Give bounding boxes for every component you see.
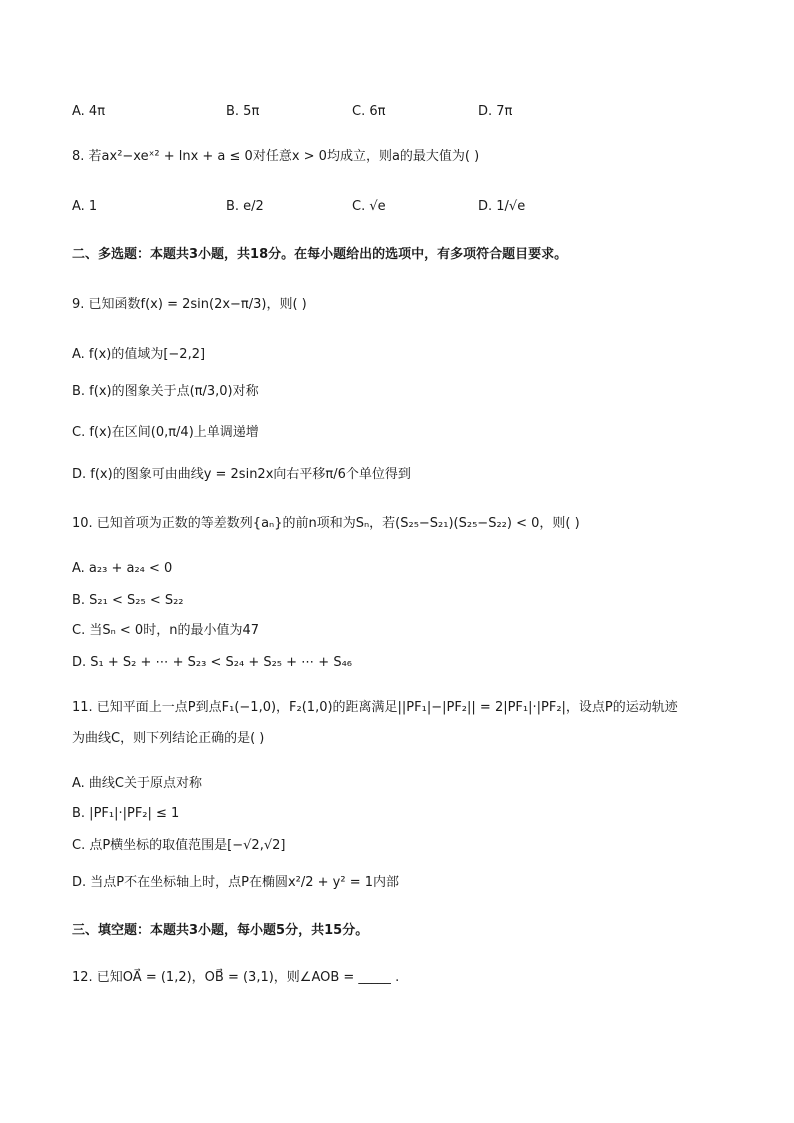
q8-stem: 8. 若ax²−xeˣ² + lnx + a ≤ 0对任意x > 0均成立，则a的最大值为( ) bbox=[72, 149, 480, 164]
section3-text: 本题共3小题，每小题5分，共15分。 bbox=[150, 923, 369, 938]
q9-option-b: B. f(x)的图象关于点(π/3,0)对称 bbox=[72, 384, 259, 399]
q7-options bbox=[72, 103, 732, 121]
q9-stem: 9. 已知函数f(x) = 2sin(2x−π/3)，则( ) bbox=[72, 297, 307, 312]
q11-option-d: D. 当点P不在坐标轴上时，点P在椭圆x²/2 + y² = 1内部 bbox=[72, 875, 399, 890]
section2-text: 本题共3小题，共18分。在每小题给出的选项中，有多项符合题目要求。 bbox=[150, 247, 568, 262]
q9-option-d: D. f(x)的图象可由曲线y = 2sin2x向右平移π/6个单位得到 bbox=[72, 467, 411, 482]
q10-stem: 10. 已知首项为正数的等差数列{aₙ}的前n项和为Sₙ，若(S₂₅−S₂₁)(S₂₅−S₂₂) < 0，则( ) bbox=[72, 516, 580, 531]
section2-label: 二、多选题： bbox=[72, 247, 151, 262]
q11-stem-line2: 为曲线C，则下列结论正确的是( ) bbox=[72, 731, 265, 746]
q7-option-d: D. 7π bbox=[478, 104, 513, 119]
section3-label: 三、填空题： bbox=[72, 923, 151, 938]
section2-heading bbox=[72, 246, 567, 264]
q7-option-c: C. 6π bbox=[352, 104, 386, 119]
q8-option-b: B. e/2 bbox=[226, 199, 264, 214]
q7-option-a: A. 4π bbox=[72, 104, 106, 119]
section3-heading bbox=[72, 922, 368, 940]
q11-stem-line1: 11. 已知平面上一点P到点F₁(−1,0)，F₂(1,0)的距离满足||PF₁|−|PF₂|| = 2|PF₁|·|PF₂|，设点P的运动轨迹 bbox=[72, 700, 678, 715]
q9-option-a: A. f(x)的值域为[−2,2] bbox=[72, 347, 206, 362]
q11-option-a: A. 曲线C关于原点对称 bbox=[72, 776, 203, 791]
q11-option-b: B. |PF₁|·|PF₂| ≤ 1 bbox=[72, 806, 180, 821]
q8-option-c: C. √e bbox=[352, 199, 386, 214]
q8-options bbox=[72, 198, 732, 216]
q10-option-c: C. 当Sₙ < 0时，n的最小值为47 bbox=[72, 623, 259, 638]
q10-option-d: D. S₁ + S₂ + ⋯ + S₂₃ < S₂₄ + S₂₅ + ⋯ + S₄₆ bbox=[72, 655, 353, 670]
q10-option-a: A. a₂₃ + a₂₄ < 0 bbox=[72, 561, 173, 576]
q8-option-a: A. 1 bbox=[72, 199, 98, 214]
q11-option-c: C. 点P横坐标的取值范围是[−√2,√2] bbox=[72, 838, 286, 853]
q10-option-b: B. S₂₁ < S₂₅ < S₂₂ bbox=[72, 593, 184, 608]
q7-option-b: B. 5π bbox=[226, 104, 260, 119]
q9-option-c: C. f(x)在区间(0,π/4)上单调递增 bbox=[72, 425, 259, 440]
q8-option-d: D. 1/√e bbox=[478, 199, 526, 214]
q12-stem: 12. 已知OA⃗ = (1,2)，OB⃗ = (3,1)，则∠AOB = _____ . bbox=[72, 970, 400, 985]
